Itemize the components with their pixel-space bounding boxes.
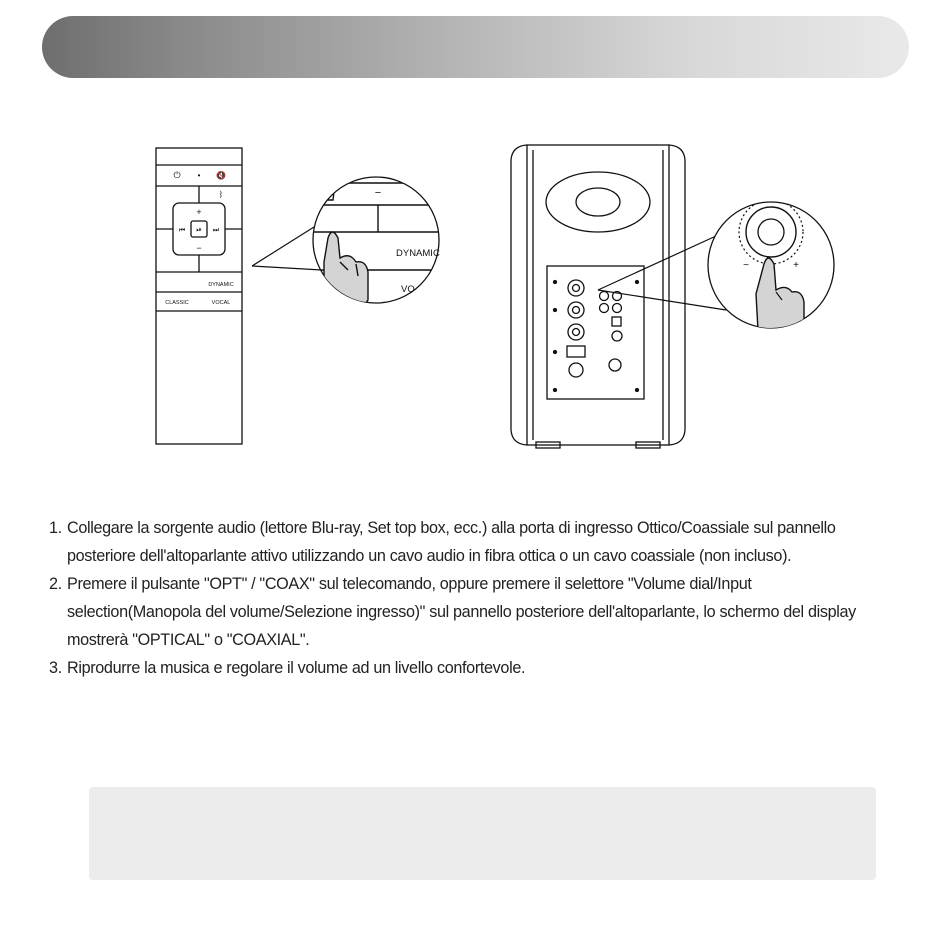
connection-illustration xyxy=(0,130,950,460)
volume-down-button[interactable]: − xyxy=(196,243,202,253)
step-text: Premere il pulsante "OPT" / "COAX" sul telecomando, oppure premere il selettore "Volume dial/Input selection(Manopola del volume/Selezione ingresso)" sul pannello posteriore dell'altoparlante, lo schermo del display mostrerà "OPTICAL" o "COAXIAL". xyxy=(67,575,856,649)
dial-minus-label: − xyxy=(743,260,749,271)
step-text: Riprodurre la musica e regolare il volume ad un livello confortevole. xyxy=(67,659,526,677)
dot-icon: • xyxy=(197,171,201,180)
zoom-minus-label: − xyxy=(374,187,382,199)
remote-control xyxy=(156,148,242,444)
header-bar xyxy=(42,16,909,78)
power-icon[interactable]: ⏻ xyxy=(173,170,181,180)
instruction-list xyxy=(49,514,889,682)
callout-lines-left xyxy=(252,227,322,270)
instruction-step-2 xyxy=(49,570,889,654)
volume-up-button[interactable]: + xyxy=(196,207,202,217)
step-text: Collegare la sorgente audio (lettore Blu-ray, Set top box, ecc.) alla porta di ingresso Ottico/Coassiale sul pannello posteriore dell'altoparlante attivo utilizzando un cavo audio in fibra ottica o un cavo coassiale (non incluso). xyxy=(67,519,836,565)
step-number: 3. xyxy=(49,659,62,677)
previous-icon[interactable]: ⏮ xyxy=(178,227,186,234)
note-box xyxy=(89,787,876,880)
mute-icon[interactable]: 🔇 xyxy=(216,171,226,180)
vocal-button[interactable]: VOCAL xyxy=(211,300,231,306)
instruction-step-1 xyxy=(49,514,889,570)
dynamic-button[interactable]: DYNAMIC xyxy=(208,282,234,288)
next-icon[interactable]: ⏭ xyxy=(212,227,220,234)
volume-dial-zoom-circle xyxy=(708,200,834,330)
zoom-dynamic-label: DYNAMIC xyxy=(396,248,440,259)
step-number: 2. xyxy=(49,575,62,593)
play-pause-icon[interactable]: ⏯ xyxy=(196,227,202,234)
bluetooth-icon[interactable]: ᛒ xyxy=(218,190,224,199)
zoom-vocal-label: VO xyxy=(401,284,415,295)
dial-plus-label: + xyxy=(793,260,799,271)
classic-button[interactable]: CLASSIC xyxy=(165,300,189,306)
speaker-rear xyxy=(511,145,685,448)
step-number: 1. xyxy=(49,519,62,537)
instruction-step-3 xyxy=(49,654,889,682)
